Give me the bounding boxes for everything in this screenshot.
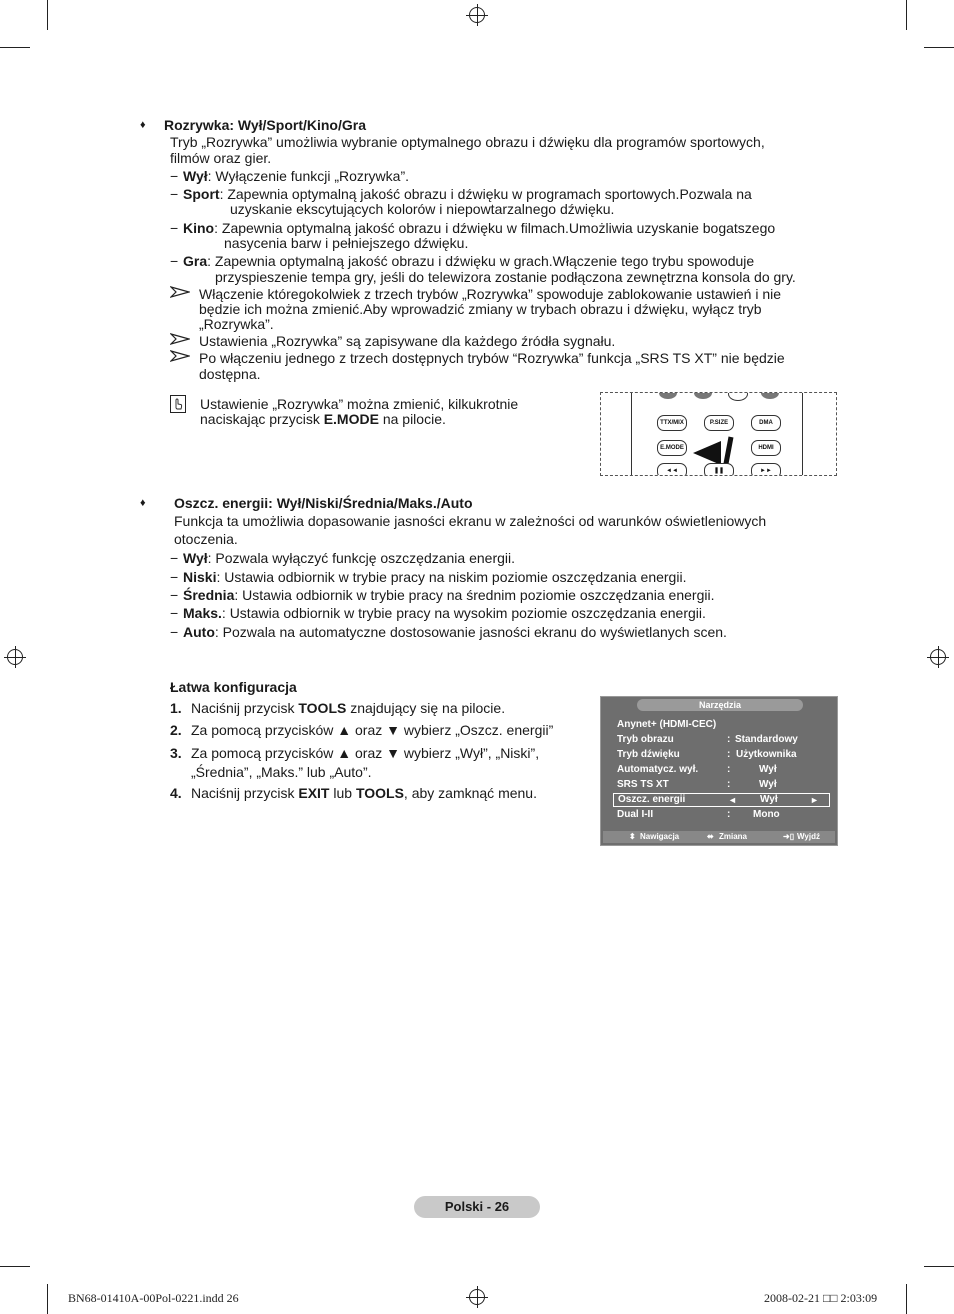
file-slug: BN68-01410A-00Pol-0221.indd 26 — [68, 1291, 239, 1305]
updown-icon: ⬍ — [629, 832, 636, 841]
osd-row-anynet[interactable]: Anynet+ (HDMI-CEC) — [617, 719, 717, 730]
list-item: − Wył: Pozwala wyłączyć funkcję oszczędzania energii. — [170, 550, 516, 566]
note-text: „Rozrywka”. — [199, 316, 274, 332]
crop-mark — [0, 1266, 30, 1267]
dash-icon: − — [170, 253, 179, 269]
step-text: Za pomocą przycisków ▲ oraz ▼ wybierz „Oszcz. energii” — [191, 722, 554, 738]
remote-forward-button: ►► — [751, 463, 781, 476]
registration-mark-icon — [466, 1286, 488, 1308]
registration-mark-icon — [4, 646, 26, 668]
list-item: − Auto: Pozwala na automatyczne dostosowanie jasności ekranu do wyświetlanych scen. — [170, 624, 727, 640]
note-arrow-icon — [170, 350, 190, 362]
remote-ttx-button: TTX/MIX — [657, 415, 687, 431]
section2-intro: otoczenia. — [174, 531, 238, 547]
dash-icon: − — [170, 569, 179, 585]
bullet-icon: ♦ — [140, 119, 146, 131]
section1-intro: filmów oraz gier. — [170, 150, 272, 166]
crop-mark — [906, 1284, 907, 1314]
crop-mark — [906, 0, 907, 30]
note-arrow-icon — [170, 286, 190, 298]
osd-title: Narzędzia — [637, 699, 803, 711]
list-item: − Średnia: Ustawia odbiornik w trybie pracy na średnim poziomie oszczędzania energii. — [170, 587, 715, 603]
step-item: 2. — [170, 722, 182, 738]
dash-icon: − — [170, 587, 179, 603]
remote-hand-icon — [170, 395, 186, 413]
list-item: − Gra: Zapewnia optymalną jakość obrazu i dźwięku w grach.Włączenie tego trybu spowoduje — [170, 253, 755, 269]
osd-row-auto-off[interactable]: Automatycz. wył. : Wył — [617, 764, 777, 775]
tip-text: naciskając przycisk E.MODE na pilocie. — [200, 411, 446, 427]
date-slug: 2008-02-21 □□ 2:03:09 — [764, 1291, 878, 1305]
step-item: 4. — [170, 785, 182, 801]
section2-intro: Funkcja ta umożliwia dopasowanie jasności ekranu w zależności od warunków oświetleniowych — [174, 513, 767, 529]
remote-pause-button: ❚❚ — [704, 463, 734, 476]
list-item: − Wył: Wyłączenie funkcji „Rozrywka”. — [170, 168, 410, 184]
note-text: będzie ich można zmienić.Aby wprowadzić zmiany w trybach obrazu i dźwięku, wyłącz tryb — [199, 301, 762, 317]
dash-icon: − — [170, 186, 179, 202]
list-item: − Maks.: Ustawia odbiornik w trybie pracy na wysokim poziomie oszczędzania energii. — [170, 605, 706, 621]
step-text: Za pomocą przycisków ▲ oraz ▼ wybierz „Wył”, „Niski”, — [191, 745, 540, 761]
osd-row-dual[interactable]: Dual I-II : Mono — [617, 809, 780, 820]
note-text: Włączenie któregokolwiek z trzech trybów „Rozrywka” spowoduje zablokowanie ustawień i nie — [199, 286, 782, 302]
list-item-continued: uzyskanie ekscytujących kolorów i niepowtarzalnego dźwięku. — [230, 201, 615, 217]
note-arrow-icon — [170, 333, 190, 345]
right-arrow-icon: ► — [810, 795, 819, 805]
page-number-badge: Polski - 26 — [414, 1196, 540, 1218]
crop-mark — [924, 1266, 954, 1267]
step-text: Naciśnij przycisk EXIT lub TOOLS, aby zamknąć menu. — [191, 785, 537, 801]
exit-icon: ➜▯ — [783, 832, 795, 841]
section1-heading: Rozrywka: Wył/Sport/Kino/Gra — [164, 117, 366, 133]
bullet-icon: ♦ — [140, 497, 146, 509]
crop-mark — [924, 47, 954, 48]
step-item: 1. — [170, 700, 182, 716]
crop-mark — [0, 47, 30, 48]
step-text: Naciśnij przycisk TOOLS znajdujący się na pilocie. — [191, 700, 506, 716]
dash-icon: − — [170, 624, 179, 640]
list-item-continued: przyspieszenie tempa gry, jeśli do telewizora zostanie podłączona zewnętrzna konsola do gry. — [215, 269, 796, 285]
osd-row-srs[interactable]: SRS TS XT : Wył — [617, 779, 777, 790]
tip-text: Ustawienie „Rozrywka” można zmienić, kilkukrotnie — [200, 396, 519, 412]
list-item: − Niski: Ustawia odbiornik w trybie pracy na niskim poziomie oszczędzania energii. — [170, 569, 687, 585]
tools-osd-menu — [600, 696, 838, 846]
remote-illustration — [600, 392, 837, 476]
note-text: Po włączeniu jednego z trzech dostępnych trybów “Rozrywka” funkcja „SRS TS XT” nie będzie — [199, 350, 785, 366]
dash-icon: − — [170, 168, 179, 184]
registration-mark-icon — [466, 4, 488, 26]
osd-row-picture-mode[interactable]: Tryb obrazu : Standardowy — [617, 734, 798, 745]
easy-config-heading: Łatwa konfiguracja — [170, 679, 297, 695]
left-arrow-icon: ◄ — [728, 795, 737, 805]
dash-icon: − — [170, 605, 179, 621]
crop-mark — [47, 0, 48, 30]
osd-footer: ⬍ Nawigacja ⬌ Zmiana ➜▯ Wyjdź — [603, 831, 835, 843]
section2-heading: Oszcz. energii: Wył/Niski/Średnia/Maks./Auto — [174, 495, 473, 511]
step-item: 3. — [170, 745, 182, 761]
crop-mark — [47, 1284, 48, 1314]
osd-row-sound-mode[interactable]: Tryb dźwięku : Użytkownika — [617, 749, 797, 760]
leftright-icon: ⬌ — [707, 832, 714, 841]
list-item: − Kino: Zapewnia optymalną jakość obrazu i dźwięku w filmach.Umożliwia uzyskanie bogatszego — [170, 220, 776, 236]
osd-row-energy-saving[interactable]: Oszcz. energii ◄ Wył ► — [613, 793, 830, 807]
remote-rewind-button: ◄◄ — [657, 463, 687, 476]
list-item-continued: nasycenia barw i pełniejszego dźwięku. — [224, 235, 469, 251]
dash-icon: − — [170, 550, 179, 566]
remote-emode-button: E.MODE — [657, 440, 687, 456]
registration-mark-icon — [927, 646, 949, 668]
step-text: „Średnia”, „Maks.” lub „Auto”. — [191, 764, 372, 780]
remote-dma-button: DMA — [751, 415, 781, 431]
list-item: − Sport: Zapewnia optymalną jakość obrazu i dźwięku w programach sportowych.Pozwala na — [170, 186, 752, 202]
section1-intro: Tryb „Rozrywka” umożliwia wybranie optymalnego obrazu i dźwięku dla programów sportowych, — [170, 134, 765, 150]
dash-icon: − — [170, 220, 179, 236]
note-text: Ustawienia „Rozrywka” są zapisywane dla każdego źródła sygnału. — [199, 333, 616, 349]
remote-psize-button: P.SIZE — [704, 415, 734, 431]
note-text: dostępna. — [199, 366, 261, 382]
remote-hdmi-button: HDMI — [751, 440, 781, 456]
